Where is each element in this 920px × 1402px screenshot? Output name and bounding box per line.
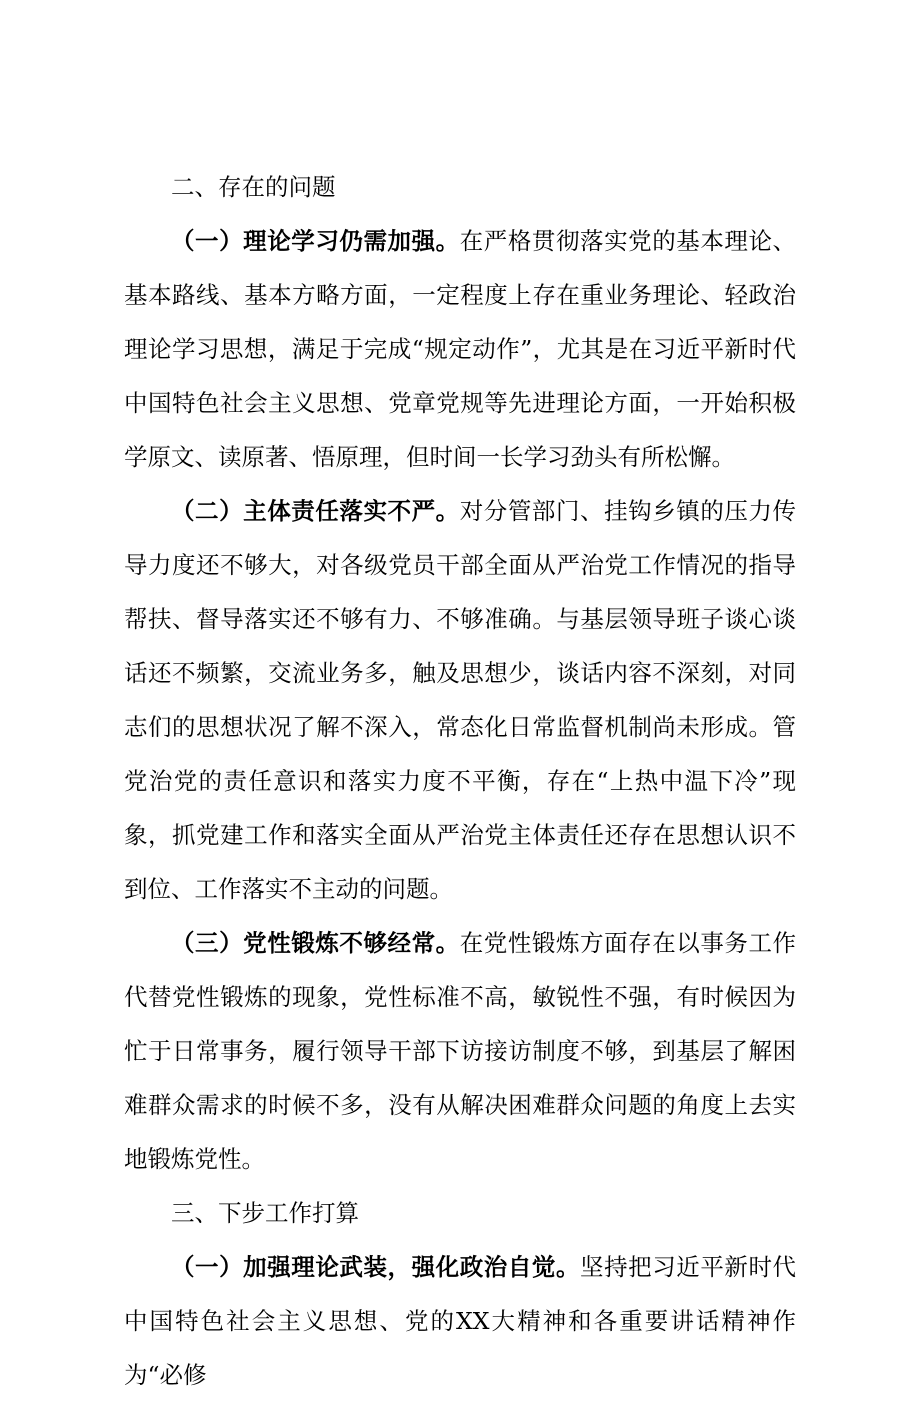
paragraph-lead: （三）党性锻炼不够经常。 [171,929,460,957]
paragraph-lead: （一）加强理论武装，强化政治自觉。 [171,1253,581,1281]
paragraph-theory-arming [124,1240,796,1402]
document-body [124,160,796,1402]
paragraph-body: 在严格贯彻落实党的基本理论、基本路线、基本方略方面，一定程度上存在重业务理论、轻政治理论学习思想，满足于完成“规定动作”，尤其是在习近平新时代中国特色社会主义思想、党章党规等先进理论方面，一开始积极学原文、读原著、悟原理，但时间一长学习劲头有所松懈。 [124,227,797,471]
paragraph-party-spirit [124,916,796,1186]
paragraph-body: 对分管部门、挂钩乡镇的压力传导力度还不够大，对各级党员干部全面从严治党工作情况的指导帮扶、督导落实还不够有力、不够准确。与基层领导班子谈心谈话还不频繁，交流业务多，触及思想少，谈话内容不深刻，对同志们的思想状况了解不深入，常态化日常监督机制尚未形成。管党治党的责任意识和落实力度不平衡，存在“上热中温下冷”现象，抓党建工作和落实全面从严治党主体责任还存在思想认识不到位、工作落实不主动的问题。 [124,497,797,903]
paragraph-lead: （一）理论学习仍需加强。 [171,227,460,255]
paragraph-theory-study [124,214,796,484]
section-heading-problems: 二、存在的问题 [171,173,336,201]
section-heading-next-steps: 三、下步工作打算 [171,1199,359,1227]
paragraph-body: 在党性锻炼方面存在以事务工作代替党性锻炼的现象，党性标准不高，敏锐性不强，有时候因为忙于日常事务，履行领导干部下访接访制度不够，到基层了解困难群众需求的时候不多，没有从解决困难群众问题的角度上去实地锻炼党性。 [124,929,797,1173]
paragraph-body: 坚持把习近平新时代中国特色社会主义思想、党的XX大精神和各重要讲话精神作为“必修 [124,1253,797,1389]
paragraph-main-responsibility [124,484,796,916]
paragraph-lead: （二）主体责任落实不严。 [171,497,460,525]
